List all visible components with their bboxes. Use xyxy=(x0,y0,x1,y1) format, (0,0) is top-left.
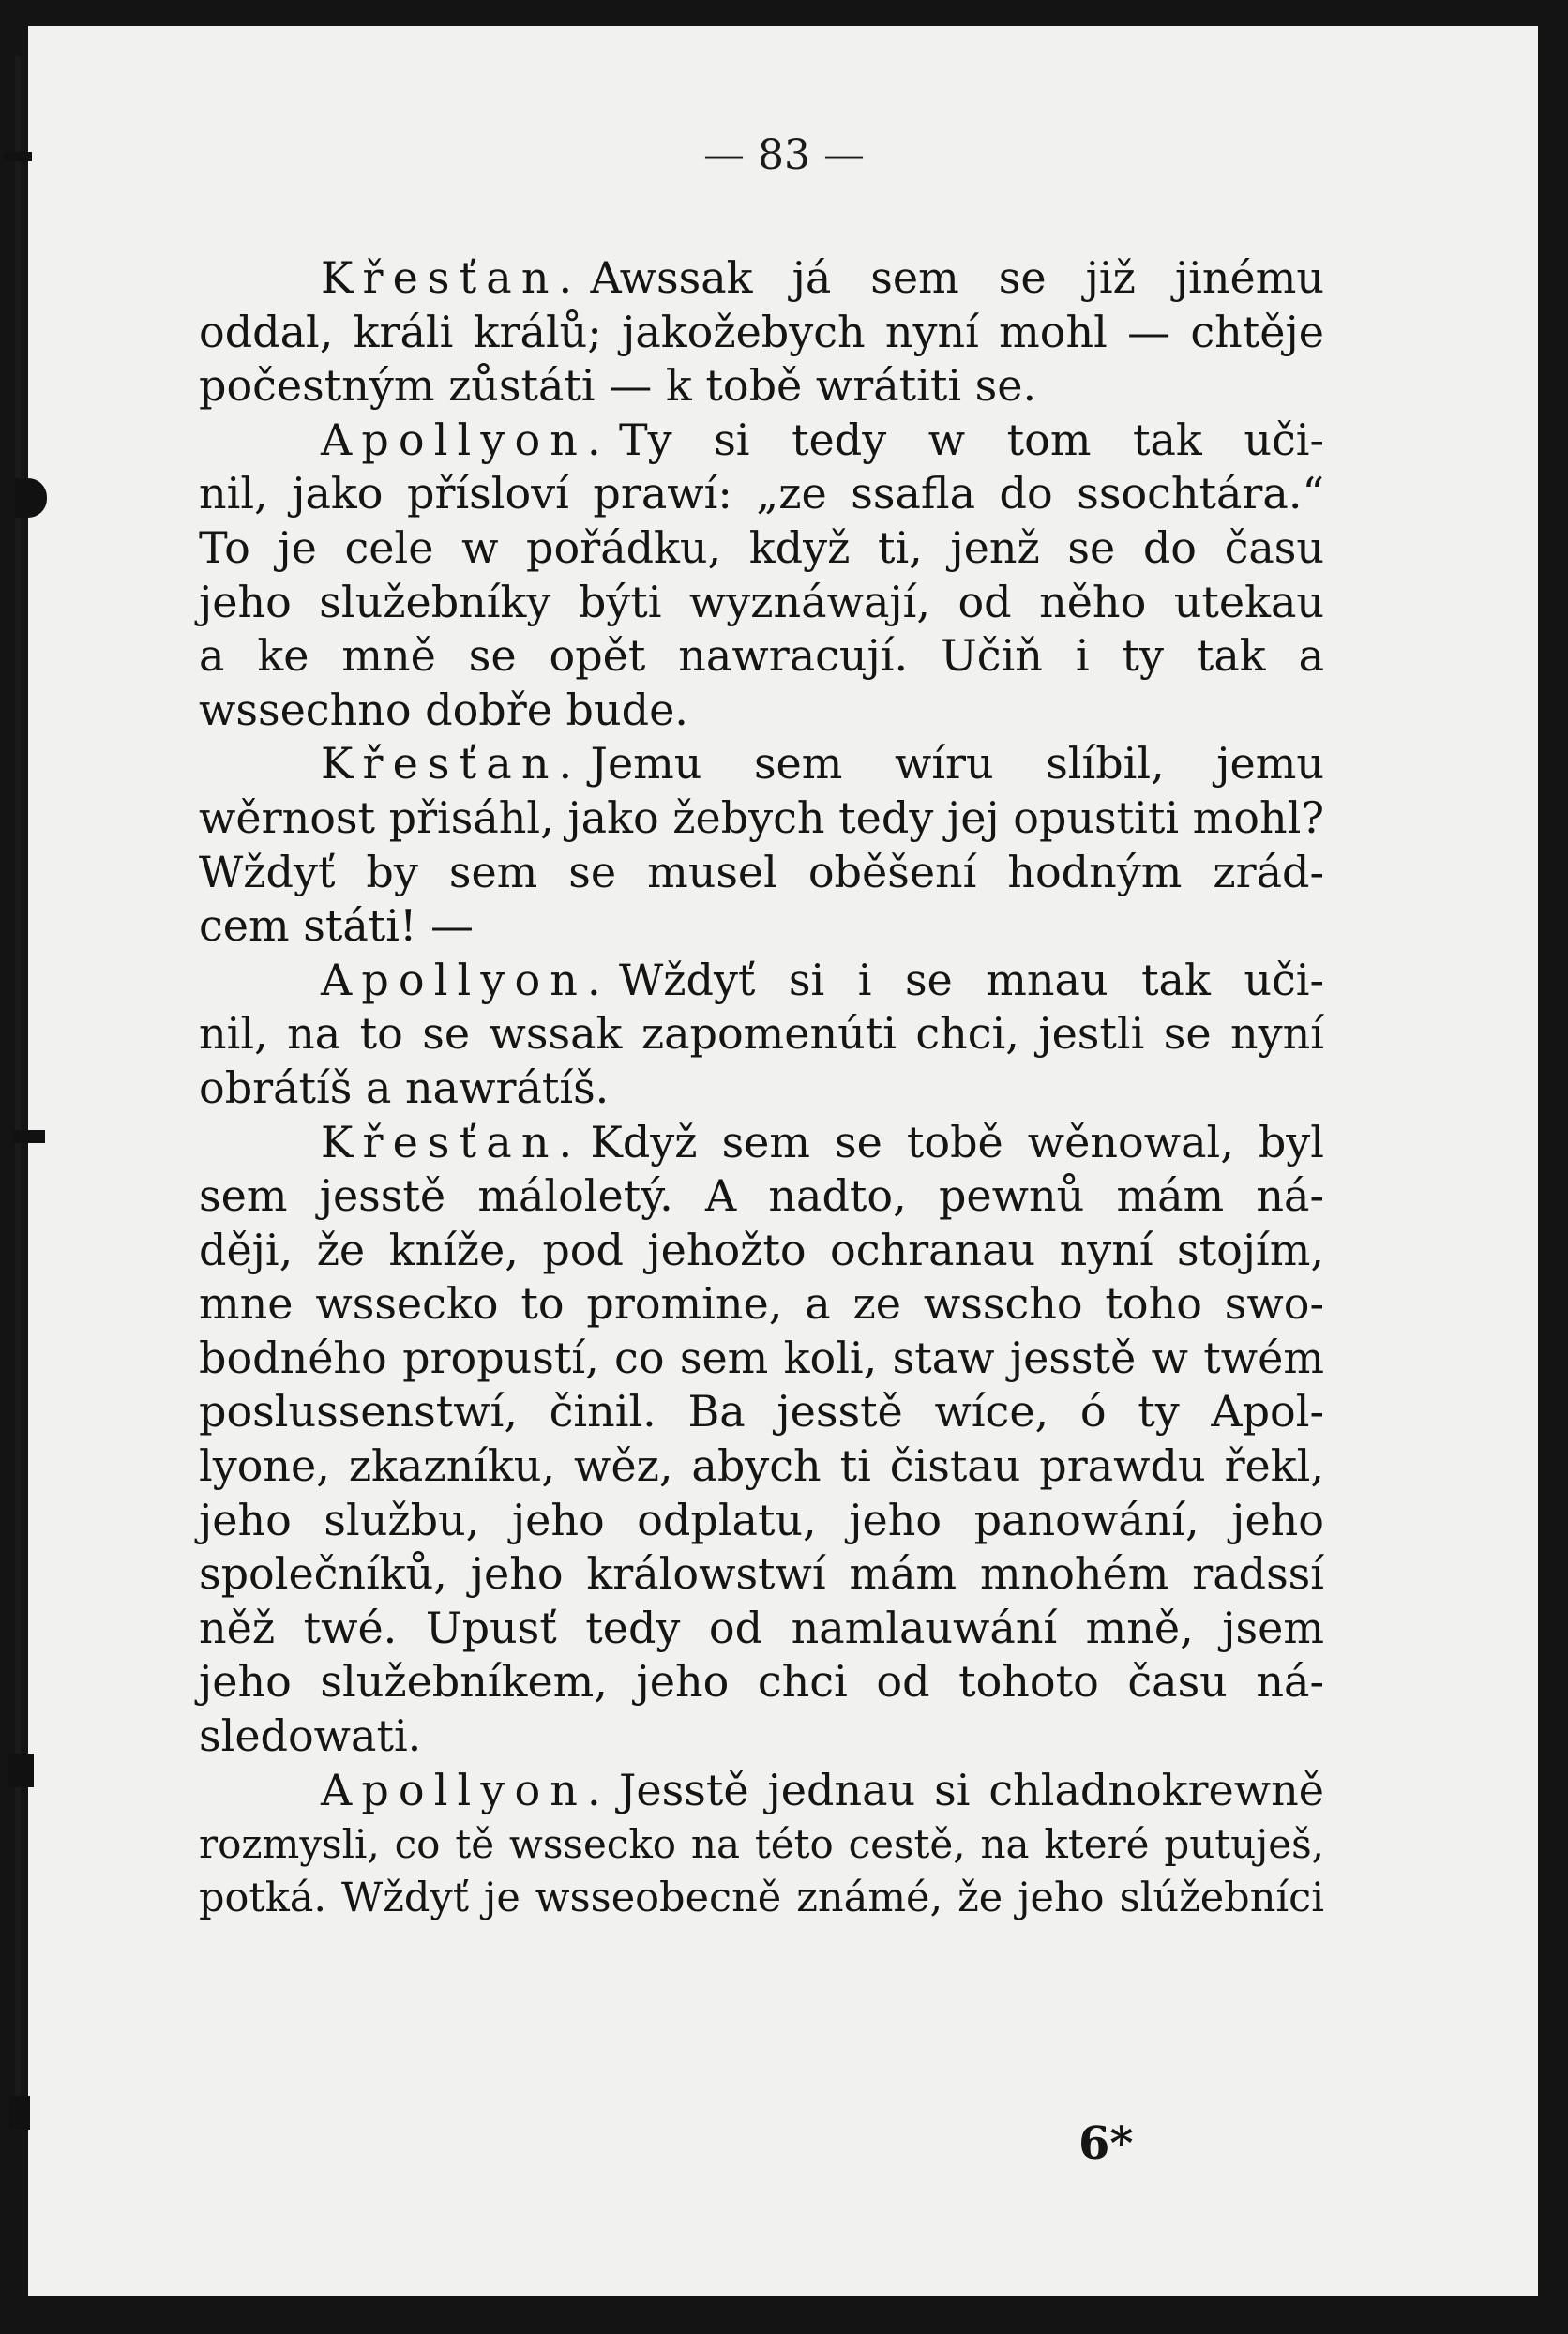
text-line xyxy=(199,1439,1324,1494)
line-text: nil, jako přísloví prawí: „ze ssafla do ssochtára.“ xyxy=(199,468,1324,520)
text-line xyxy=(199,1062,1324,1116)
line-text: potká. Wždyť je wsseobecně známé, že jeho slúžebníci xyxy=(199,1874,1324,1921)
line-text: obrátíš a nawrátíš. xyxy=(199,1062,610,1113)
text-line xyxy=(199,737,1324,791)
text-line xyxy=(199,521,1324,576)
line-text: poslussenstwí, činil. Ba jesstě wíce, ó ty Apol- xyxy=(199,1386,1324,1438)
page-number: — 83 — xyxy=(703,131,865,179)
speaker-name: Apollyon. xyxy=(321,954,611,1005)
text-line xyxy=(199,846,1324,900)
text-line xyxy=(199,1709,1324,1764)
text-line xyxy=(199,1764,1324,1818)
line-text: Wždyť si i se mnau tak uči- xyxy=(618,954,1324,1005)
line-text: Když sem se tobě wěnowal, byl xyxy=(590,1116,1324,1167)
speaker-name: Apollyon. xyxy=(321,1764,611,1815)
line-text: Ty si tedy w tom tak uči- xyxy=(618,414,1324,465)
text-line xyxy=(199,1655,1324,1709)
text-line xyxy=(199,684,1324,738)
line-text: wěrnost přisáhl, jako žebych tedy jej opustiti mohl? xyxy=(199,791,1324,843)
text-line xyxy=(199,251,1324,306)
line-text: oddal, králi králů; jakožebych nyní mohl — chtěje xyxy=(199,306,1324,357)
line-text: jeho službu, jeho odplatu, jeho panowání, jeho xyxy=(199,1494,1324,1545)
line-text: Wždyť by sem se musel oběšení hodným zrád- xyxy=(199,846,1324,897)
text-line xyxy=(199,1277,1324,1332)
text-line xyxy=(199,791,1324,846)
body-text xyxy=(199,251,1324,1925)
text-line xyxy=(199,1169,1324,1224)
text-line xyxy=(199,1116,1324,1170)
text-line xyxy=(199,1332,1324,1386)
text-line xyxy=(199,1602,1324,1656)
speaker-name: Křesťan. xyxy=(321,1116,582,1167)
text-line xyxy=(199,1007,1324,1062)
line-text: sledowati. xyxy=(199,1710,422,1762)
line-text: rozmysli, co tě wssecko na této cestě, na které putuješ, xyxy=(199,1821,1324,1868)
line-text: bodného propustí, co sem koli, staw jesstě w twém xyxy=(199,1332,1324,1383)
line-text: jeho služebníky býti wyznáwají, od něho utekau xyxy=(199,576,1324,627)
speaker-name: Křesťan. xyxy=(321,252,582,303)
line-text: něž twé. Upusť tedy od namlauwání mně, jsem xyxy=(199,1602,1324,1653)
text-line xyxy=(199,414,1324,468)
binding-mark xyxy=(8,1754,34,1787)
text-line xyxy=(199,629,1324,684)
text-line xyxy=(199,1224,1324,1278)
line-text: ději, že kníže, pod jehožto ochranau nyní stojím, xyxy=(199,1224,1324,1275)
speaker-name: Křesťan. xyxy=(321,738,582,790)
signature-mark: 6* xyxy=(1078,2117,1134,2170)
line-text: Jemu sem wíru slíbil, jemu xyxy=(590,738,1324,790)
line-text: jeho služebníkem, jeho chci od tohoto času ná- xyxy=(199,1656,1324,1708)
text-line xyxy=(199,306,1324,360)
binding-mark xyxy=(9,2096,30,2130)
binding-edge xyxy=(15,56,21,2119)
text-line xyxy=(199,1385,1324,1439)
text-line xyxy=(199,359,1324,414)
line-text: Awssak já sem se již jinému xyxy=(590,252,1324,303)
line-text: Jesstě jednau si chladnokrewně xyxy=(618,1764,1324,1815)
text-line xyxy=(199,576,1324,630)
line-text: cem státi! — xyxy=(199,900,475,952)
text-line xyxy=(199,1494,1324,1548)
line-text: lyone, zkazníku, wěz, abych ti čistau prawdu řekl, xyxy=(199,1440,1324,1492)
line-text: počestným zůstáti — k tobě wrátiti se. xyxy=(199,360,1037,412)
line-text: To je cele w pořádku, když ti, jenž se do času xyxy=(199,521,1324,573)
text-line xyxy=(199,467,1324,521)
line-text: mne wssecko to promine, a ze wsscho toho swo- xyxy=(199,1278,1324,1330)
text-line xyxy=(199,1547,1324,1602)
line-text: a ke mně se opět nawracují. Učiň i ty tak a xyxy=(199,630,1324,682)
line-text: wssechno dobře bude. xyxy=(199,684,688,735)
text-line xyxy=(199,1872,1324,1926)
speaker-name: Apollyon. xyxy=(321,414,611,465)
text-line xyxy=(199,1817,1324,1872)
line-text: společníků, jeho králowstwí mám mnohém radssí xyxy=(199,1548,1324,1600)
binding-mark xyxy=(13,1130,45,1143)
text-line xyxy=(199,954,1324,1008)
text-line xyxy=(199,899,1324,954)
line-text: nil, na to se wssak zapomenúti chci, jestli se nyní xyxy=(199,1008,1324,1060)
line-text: sem jesstě máloletý. A nadto, pewnů mám ná- xyxy=(199,1170,1324,1222)
